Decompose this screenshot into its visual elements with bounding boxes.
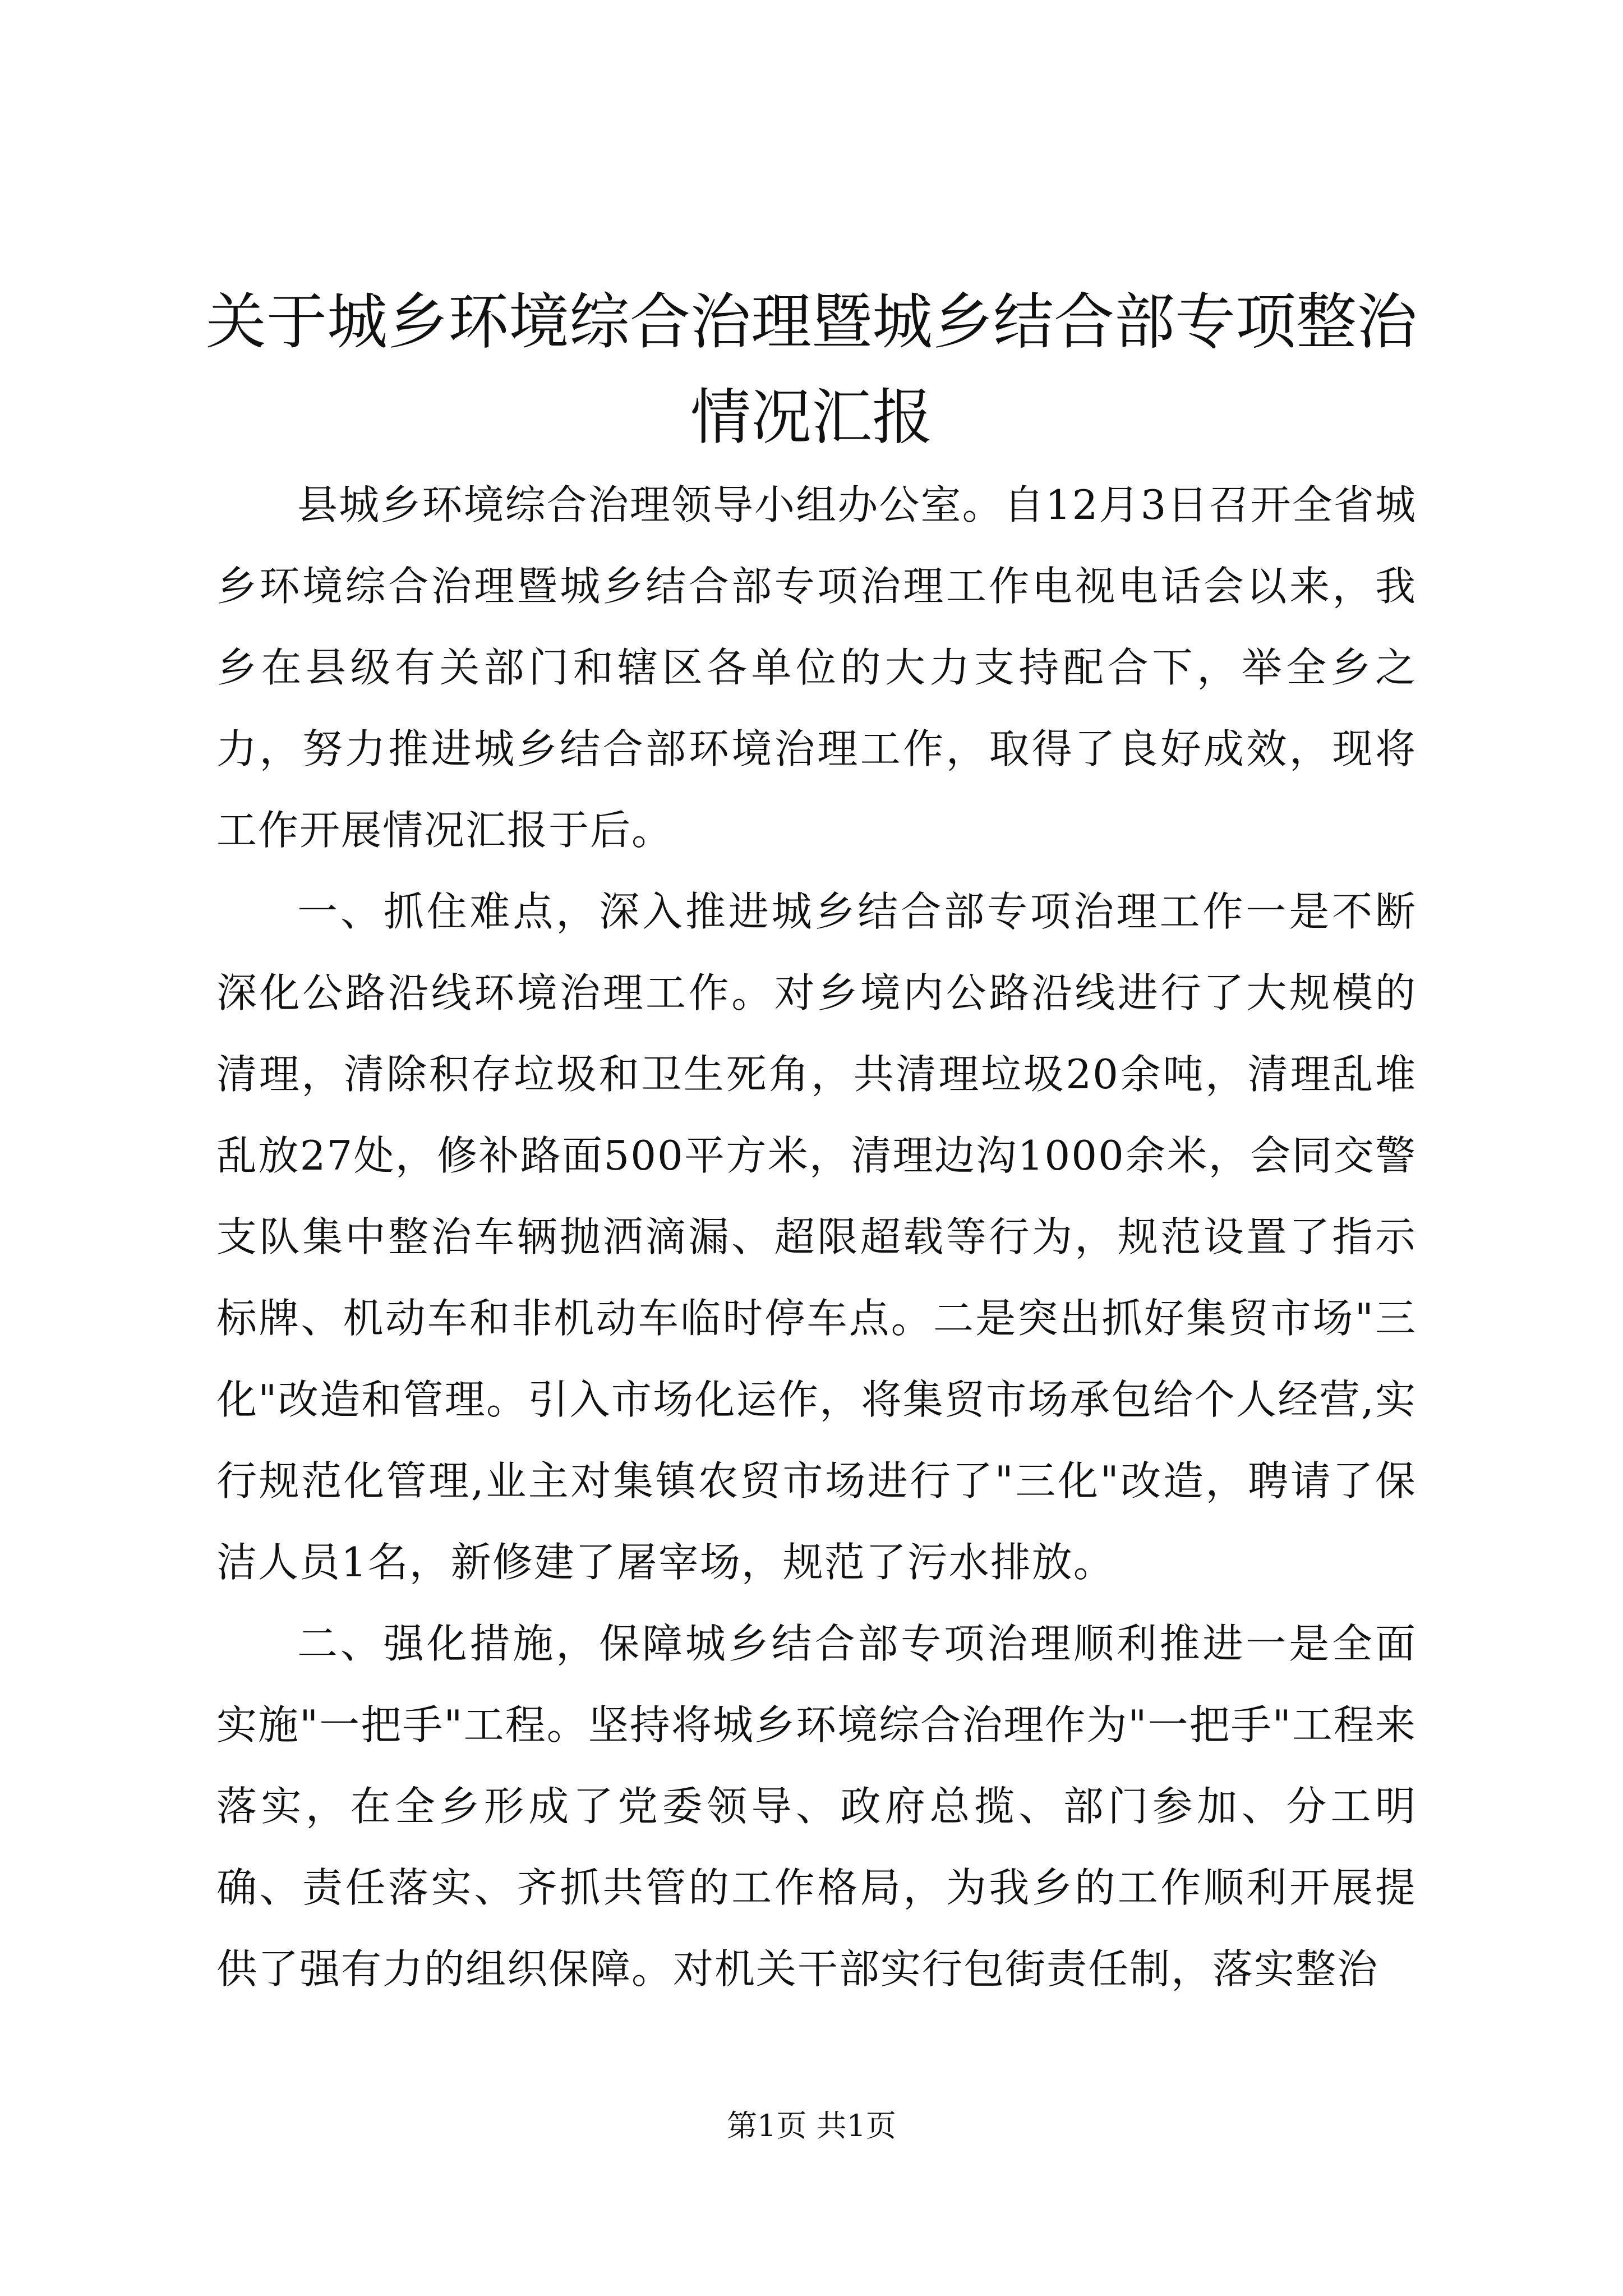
title-line-2: 情况汇报 <box>690 383 933 453</box>
title-line-1: 关于城乡环境综合治理暨城乡结合部专项整治 <box>205 287 1417 357</box>
document-body <box>216 464 1417 2010</box>
paragraph-intro: 县城乡环境综合治理领导小组办公室。自12月3日召开全省城乡环境综合治理暨城乡结合部专项治理工作电视电话会以来，我乡在县级有关部门和辖区各单位的大力支持配合下，举全乡之力，努力推进城乡结合部环境治理工作，取得了良好成效，现将工作开展情况汇报于后。 <box>216 481 1417 854</box>
document-title <box>168 275 1455 466</box>
page-footer: 第1页 共1页 <box>727 2108 896 2143</box>
paragraph-section-1: 一、抓住难点，深入推进城乡结合部专项治理工作一是不断深化公路沿线环境治理工作。对乡境内公路沿线进行了大规模的清理，清除积存垃圾和卫生死角，共清理垃圾20余吨，清理乱堆乱放27处，修补路面500平方米，清理边沟1000余米，会同交警支队集中整治车辆抛洒滴漏、超限超载等行为，规范设置了指示标牌、机动车和非机动车临时停车点。二是突出抓好集贸市场"三化"改造和管理。引入市场化运作，将集贸市场承包给个人经营,实行规范化管理,业主对集镇农贸市场进行了"三化"改造，聘请了保洁人员1名，新修建了屠宰场，规范了污水排放。 <box>216 888 1417 1586</box>
paragraph-section-2: 二、强化措施，保障城乡结合部专项治理顺利推进一是全面实施"一把手"工程。坚持将城乡环境综合治理作为"一把手"工程来落实，在全乡形成了党委领导、政府总揽、部门参加、分工明确、责任落实、齐抓共管的工作格局，为我乡的工作顺利开展提供了强有力的组织保障。对机关干部实行包街责任制，落实整治 <box>216 1620 1417 1993</box>
